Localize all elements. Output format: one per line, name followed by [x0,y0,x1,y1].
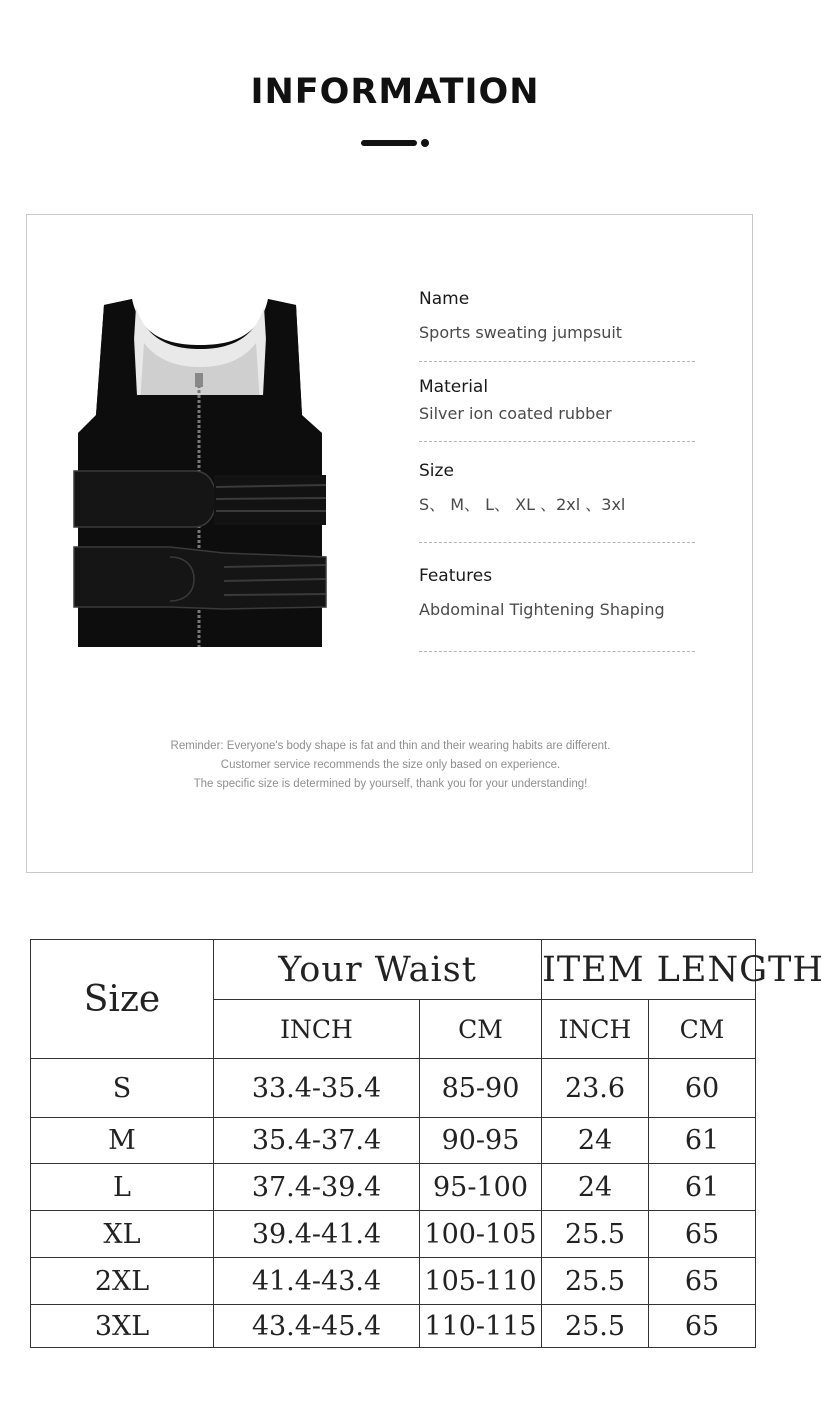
waist-inch-cell: 39.4-41.4 [214,1211,420,1258]
reminder-note [27,737,754,794]
table-row [31,1211,756,1258]
divider [419,651,695,652]
table-row [31,1164,756,1211]
reminder-line: Customer service recommends the size only based on experience. [220,759,561,771]
your-waist-header: Your Waist [214,940,542,1000]
waist-inch-header: INCH [214,1000,420,1059]
size-cell: L [31,1164,214,1211]
length-inch-cell: 25.5 [542,1211,649,1258]
features-value: Abdominal Tightening Shaping [419,600,665,619]
table-row [31,1258,756,1305]
length-cm-cell: 65 [649,1258,756,1305]
length-inch-cell: 24 [542,1118,649,1164]
length-inch-cell: 23.6 [542,1059,649,1118]
title-dot [421,139,429,147]
size-value: S、 M、 L、 XL 、2xl 、3xl [419,495,626,514]
size-label: Size [419,461,454,481]
length-inch-header: INCH [542,1000,649,1059]
size-cell: M [31,1118,214,1164]
product-info-card [26,214,753,873]
reminder-line: The specific size is determined by yourself, thank you for your understanding! [193,778,588,790]
waist-inch-cell: 37.4-39.4 [214,1164,420,1211]
waist-cm-cell: 85-90 [420,1059,542,1118]
material-label: Material [419,377,489,397]
item-length-header: ITEM LENGTH [542,940,756,1000]
length-cm-cell: 65 [649,1211,756,1258]
length-cm-cell: 60 [649,1059,756,1118]
size-chart-table [30,939,824,1348]
waist-cm-cell: 110-115 [420,1305,542,1348]
length-inch-cell: 25.5 [542,1258,649,1305]
waist-cm-header: CM [420,1000,542,1059]
length-cm-cell: 65 [649,1305,756,1348]
features-label: Features [419,566,493,586]
waist-inch-cell: 41.4-43.4 [214,1258,420,1305]
waist-cm-cell: 100-105 [420,1211,542,1258]
title-underline [361,140,417,146]
size-cell: 3XL [31,1305,214,1348]
length-cm-header: CM [649,1000,756,1059]
waist-inch-cell: 35.4-37.4 [214,1118,420,1164]
size-cell: XL [31,1211,214,1258]
name-value: Sports sweating jumpsuit [419,323,623,342]
divider [419,441,695,442]
length-inch-cell: 24 [542,1164,649,1211]
name-label: Name [419,289,470,309]
table-row [31,1118,756,1164]
vest-product-image [74,295,326,647]
divider [419,361,695,362]
material-value: Silver ion coated rubber [419,404,612,423]
size-cell: 2XL [31,1258,214,1305]
size-column-header: Size [31,940,214,1059]
table-row [31,1305,756,1348]
waist-inch-cell: 33.4-35.4 [214,1059,420,1118]
reminder-line: Reminder: Everyone's body shape is fat and thin and their wearing habits are different. [170,740,611,752]
waist-inch-cell: 43.4-45.4 [214,1305,420,1348]
waist-cm-cell: 95-100 [420,1164,542,1211]
table-row [31,1059,756,1118]
waist-cm-cell: 105-110 [420,1258,542,1305]
page-title: INFORMATION [250,72,540,112]
length-cm-cell: 61 [649,1164,756,1211]
divider [419,542,695,543]
length-cm-cell: 61 [649,1118,756,1164]
length-inch-cell: 25.5 [542,1305,649,1348]
size-cell: S [31,1059,214,1118]
waist-cm-cell: 90-95 [420,1118,542,1164]
